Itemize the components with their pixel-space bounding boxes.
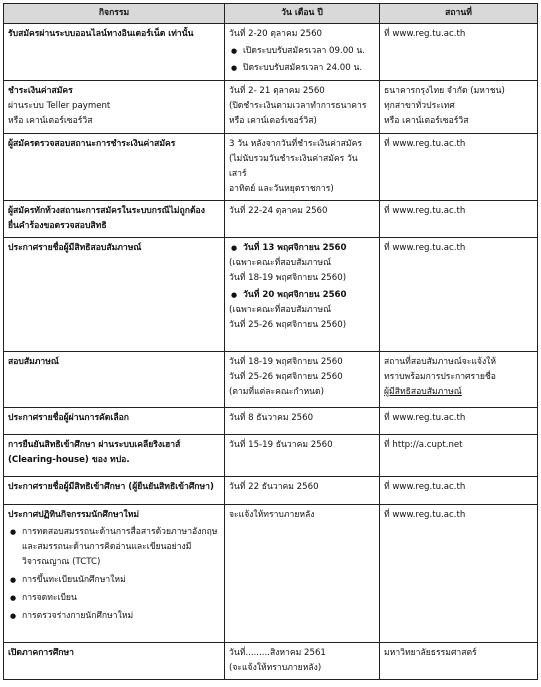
place-text: ที่ www.reg.tu.ac.th bbox=[384, 243, 466, 253]
schedule-table bbox=[3, 3, 538, 680]
activity-title: ผู้สมัครทักท้วงสถานะการสมัครในระบบกรณีไม่ถูกต้อง bbox=[8, 206, 205, 216]
date-line: วันที่ 8 ธันวาคม 2560 bbox=[229, 413, 314, 423]
activity-bullet: ● การตรวจร่างกายนักศึกษาใหม่ bbox=[8, 609, 220, 624]
activity-cell bbox=[4, 352, 225, 408]
activity-cell bbox=[4, 134, 225, 201]
place-link[interactable]: ที่ http://a.cupt.net bbox=[384, 440, 463, 450]
table-row bbox=[4, 505, 538, 643]
activity-cell bbox=[4, 24, 225, 81]
activity-bullet: ● การขึ้นทะเบียนนักศึกษาใหม่ bbox=[8, 573, 220, 588]
table-row bbox=[4, 134, 538, 201]
date-cell bbox=[225, 505, 380, 643]
table-row bbox=[4, 81, 538, 134]
place-cell bbox=[380, 24, 538, 81]
date-bullet: ● วันที่ 13 พฤศจิกายน 2560 bbox=[229, 241, 375, 256]
date-bullet: ● ปิดระบบรับสมัครเวลา 24.00 น. bbox=[229, 61, 375, 76]
activity-title: ประกาศรายชื่อผู้มีสิทธิเข้าศึกษา (ผู้ยืนยันสิทธิเข้าศึกษา) bbox=[8, 482, 214, 492]
date-line: (ตามที่แต่ละคณะกำหนด) bbox=[229, 387, 324, 397]
header-row bbox=[4, 4, 538, 24]
place-text: ที่ www.reg.tu.ac.th bbox=[384, 206, 466, 216]
activity-cell bbox=[4, 477, 225, 505]
place-text: ที่ www.reg.tu.ac.th bbox=[384, 413, 466, 423]
place-cell bbox=[380, 134, 538, 201]
place-cell bbox=[380, 201, 538, 238]
date-line: วันที่ 25-26 พฤศจิกายน 2560) bbox=[229, 320, 347, 330]
date-line: วันที่ 18-19 พฤศจิกายน 2560 bbox=[229, 357, 343, 367]
date-line: (ปิดชำระเงินตามเวลาทำการธนาคาร bbox=[229, 101, 367, 111]
table-row bbox=[4, 477, 538, 505]
date-cell bbox=[225, 24, 380, 81]
place-text: ที่ www.reg.tu.ac.th bbox=[384, 139, 466, 149]
activity-cell bbox=[4, 81, 225, 134]
date-cell bbox=[225, 134, 380, 201]
date-line: อาทิตย์ และวันหยุดราชการ) bbox=[229, 184, 334, 194]
date-line: (เฉพาะคณะที่สอบสัมภาษณ์ bbox=[229, 258, 332, 268]
place-cell bbox=[380, 435, 538, 477]
activity-cell bbox=[4, 408, 225, 435]
date-bullet: ● เปิดระบบรับสมัครเวลา 09.00 น. bbox=[229, 44, 375, 59]
table-row bbox=[4, 24, 538, 81]
activity-line: ผ่านระบบ Teller payment bbox=[8, 101, 111, 111]
activity-cell bbox=[4, 201, 225, 238]
date-line: วันที่.........สิงหาคม 2561 bbox=[229, 648, 326, 658]
date-line: วันที่ 18-19 พฤศจิกายน 2560) bbox=[229, 273, 347, 283]
place-text: ที่ www.reg.tu.ac.th bbox=[384, 29, 466, 39]
table-row bbox=[4, 408, 538, 435]
date-cell bbox=[225, 352, 380, 408]
place-text: ที่ www.reg.tu.ac.th bbox=[384, 510, 466, 520]
date-line: วันที่ 2- 21 ตุลาคม 2560 bbox=[229, 86, 325, 96]
activity-title: การยืนยันสิทธิเข้าศึกษา ผ่านระบบเคลียริงเฮาส์ bbox=[8, 440, 181, 450]
date-cell bbox=[225, 643, 380, 680]
date-line: วันที่ 22-24 ตุลาคม 2560 bbox=[229, 206, 328, 216]
place-text: ที่ www.reg.tu.ac.th bbox=[384, 482, 466, 492]
date-line: (จะแจ้งให้ทราบภายหลัง) bbox=[229, 663, 322, 673]
place-line: ทุกสาขาทั่วประเทศ bbox=[384, 101, 455, 111]
place-line: ทราบพร้อมการประกาศรายชื่อ bbox=[384, 372, 496, 382]
place-cell bbox=[380, 477, 538, 505]
table-row bbox=[4, 201, 538, 238]
place-line: สถานที่สอบสัมภาษณ์จะแจ้งให้ bbox=[384, 357, 496, 367]
table-row bbox=[4, 238, 538, 352]
activity-title: สอบสัมภาษณ์ bbox=[8, 357, 59, 367]
activity-cell bbox=[4, 643, 225, 680]
date-line: จะแจ้งให้ทราบภายหลัง bbox=[229, 510, 315, 520]
date-cell bbox=[225, 201, 380, 238]
table-row bbox=[4, 435, 538, 477]
place-cell bbox=[380, 408, 538, 435]
date-cell bbox=[225, 408, 380, 435]
activity-cell bbox=[4, 505, 225, 643]
date-cell bbox=[225, 81, 380, 134]
date-line: วันที่ 2-20 ตุลาคม 2560 bbox=[229, 29, 323, 39]
place-line: ธนาคารกรุงไทย จำกัด (มหาชน) bbox=[384, 86, 505, 96]
header-activity: กิจกรรม bbox=[4, 4, 225, 24]
date-line: วันที่ 15-19 ธันวาคม 2560 bbox=[229, 440, 333, 450]
table-row bbox=[4, 352, 538, 408]
place-text: มหาวิทยาลัยธรรมศาสตร์ bbox=[384, 648, 477, 658]
activity-cell bbox=[4, 238, 225, 352]
activity-title: ประกาศรายชื่อผู้มีสิทธิสอบสัมภาษณ์ bbox=[8, 243, 142, 253]
activity-bullet: ● การทดสอบสมรรถนะด้านการสื่อสารด้วยภาษาอังกฤษ และสมรรถนะด้านการคิดอ่านและเขียนอย่างมีวิจารณญาณ (TCTC) bbox=[8, 525, 220, 570]
activity-cell bbox=[4, 435, 225, 477]
header-place: สถานที่ bbox=[380, 4, 538, 24]
place-cell bbox=[380, 352, 538, 408]
date-cell bbox=[225, 477, 380, 505]
activity-title: ผู้สมัครตรวจสอบสถานะการชำระเงินค่าสมัคร bbox=[8, 139, 176, 149]
date-line: วันที่ 25-26 พฤศจิกายน 2560 bbox=[229, 372, 343, 382]
date-bullet: ● วันที่ 20 พฤศจิกายน 2560 bbox=[229, 288, 375, 303]
activity-line: หรือ เคาน์เตอร์เซอร์วิส bbox=[8, 116, 93, 126]
place-cell bbox=[380, 238, 538, 352]
activity-title: ประกาศปฏิทินกิจกรรมนักศึกษาใหม่ bbox=[8, 510, 140, 520]
activity-title: รับสมัครผ่านระบบออนไลน์ทางอินเตอร์เน็ต เท่านั้น bbox=[8, 29, 194, 39]
activity-title: ประกาศรายชื่อผู้ผ่านการคัดเลือก bbox=[8, 413, 129, 423]
activity-title: ยื่นคำร้องขอตรวจสอบสิทธิ bbox=[8, 221, 107, 231]
activity-title: เปิดภาคการศึกษา bbox=[8, 648, 75, 658]
date-line: 3 วัน หลังจากวันที่ชำระเงินค่าสมัคร bbox=[229, 139, 362, 149]
header-date: วัน เดือน ปี bbox=[225, 4, 380, 24]
activity-title: ชำระเงินค่าสมัคร bbox=[8, 86, 73, 96]
date-cell bbox=[225, 435, 380, 477]
date-line: หรือ เคาน์เตอร์เซอร์วิส) bbox=[229, 116, 317, 126]
date-line: (ไม่นับรวมวันชำระเงินค่าสมัคร วันเสาร์ bbox=[229, 154, 358, 179]
activity-bullet: ● การจดทะเบียน bbox=[8, 591, 220, 606]
place-cell bbox=[380, 505, 538, 643]
place-line: ผู้มีสิทธิสอบสัมภาษณ์ bbox=[384, 387, 462, 397]
place-cell bbox=[380, 81, 538, 134]
activity-title: (Clearing-house) ของ ทปอ. bbox=[8, 455, 130, 465]
date-line: (เฉพาะคณะที่สอบสัมภาษณ์ bbox=[229, 305, 332, 315]
place-cell bbox=[380, 643, 538, 680]
table-row bbox=[4, 643, 538, 680]
date-cell bbox=[225, 238, 380, 352]
place-line: หรือ เคาน์เตอร์เซอร์วิส bbox=[384, 116, 469, 126]
date-line: วันที่ 22 ธันวาคม 2560 bbox=[229, 482, 319, 492]
